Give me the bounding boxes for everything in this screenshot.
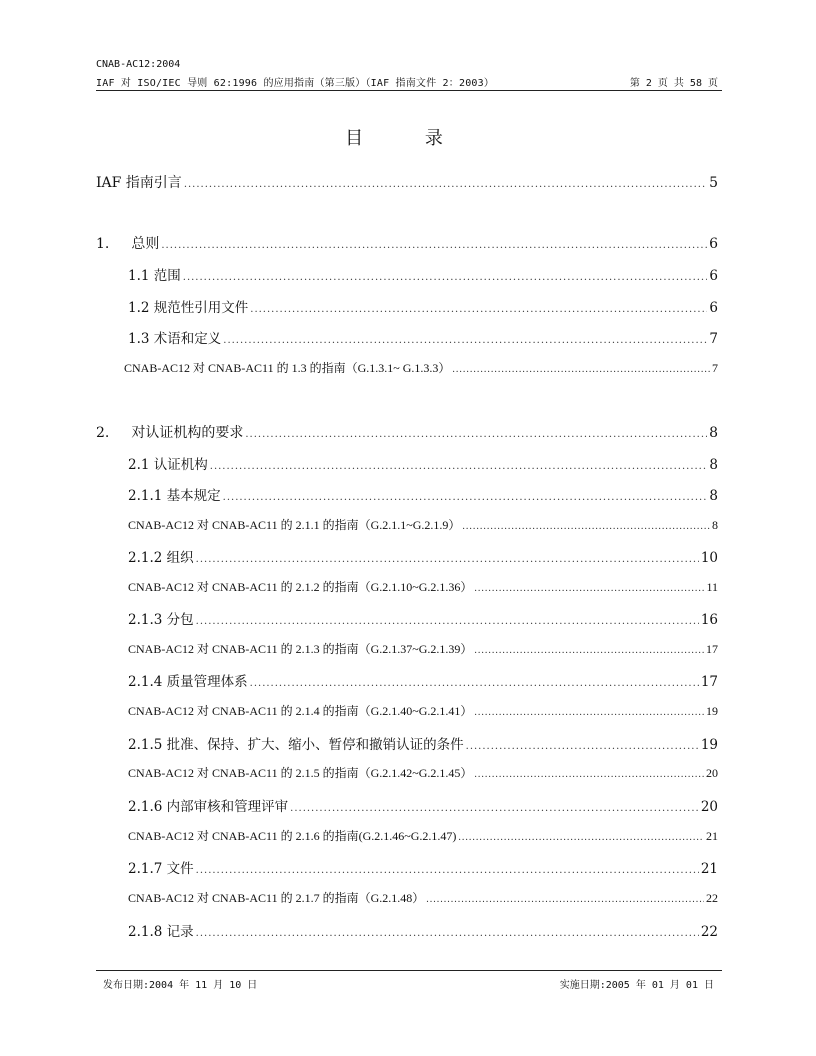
toc-entry[interactable] [128, 484, 718, 504]
toc-leader [196, 617, 699, 627]
toc-entry-page: 20 [700, 799, 718, 815]
toc-entry-label: 2.1.3 分包 [128, 612, 194, 628]
toc-entry-page: 21 [700, 861, 718, 877]
toc-entry-page: 8 [712, 518, 718, 532]
standard-code: CNAB-AC12:2004 [96, 59, 181, 70]
toc-leader [426, 895, 704, 905]
toc-entry-page: 6 [709, 300, 718, 316]
effective-date: 实施日期:2005 年 01 月 01 日 [559, 980, 714, 991]
toc-entry-label: CNAB-AC12 对 CNAB-AC11 的 2.1.5 的指南（G.2.1.42~G.2.1.45） [128, 766, 473, 780]
document-subtitle: IAF 对 ISO/IEC 导则 62:1996 的应用指南（第三版）（IAF 指南文件 2：2003） [96, 78, 495, 89]
toc-entry-label: 1.1 范围 [128, 268, 181, 284]
toc-entry-label: 1.2 规范性引用文件 [128, 300, 249, 316]
toc-leader [474, 646, 704, 656]
toc-leader [183, 273, 708, 283]
toc-entry-label: CNAB-AC12 对 CNAB-AC11 的 2.1.6 的指南(G.2.1.46~G.2.1.47) [128, 829, 457, 843]
toc-leader [245, 430, 707, 440]
toc-entry[interactable] [128, 702, 718, 719]
toc-entry-label: CNAB-AC12 对 CNAB-AC11 的 2.1.7 的指南（G.2.1.48） [128, 891, 425, 905]
toc-entry-label: 2.1 认证机构 [128, 457, 208, 473]
toc-entry[interactable] [128, 920, 718, 940]
toc-entry-page: 8 [709, 488, 718, 504]
toc-leader [474, 584, 704, 594]
toc-entry-page: 16 [700, 612, 718, 628]
toc-entry-label: CNAB-AC12 对 CNAB-AC11 的 2.1.1 的指南（G.2.1.1~G.2.1.9） [128, 518, 461, 532]
toc-entry-page: 7 [709, 331, 718, 347]
toc-entry[interactable] [96, 422, 718, 442]
toc-leader [474, 770, 704, 780]
footer-divider [96, 970, 722, 971]
toc-entry-label: 2.1.8 记录 [128, 924, 194, 940]
toc-entry-page: 5 [709, 175, 718, 191]
toc-entry-page: 20 [706, 766, 718, 780]
toc-entry[interactable] [128, 795, 718, 815]
toc-entry-label: 2.1.5 批准、保持、扩大、缩小、暂停和撤销认证的条件 [128, 737, 464, 753]
toc-leader [452, 365, 710, 375]
toc-leader [466, 742, 699, 752]
toc-entry-label: 2.1.1 基本规定 [128, 488, 221, 504]
toc-entry-page: 6 [709, 268, 718, 284]
toc-entry-label: 2.1.4 质量管理体系 [128, 674, 248, 690]
toc-entry-page: 7 [712, 361, 718, 375]
toc-leader [462, 522, 710, 532]
toc-entry-page: 10 [700, 550, 718, 566]
toc-leader [196, 555, 699, 565]
toc-entry[interactable] [128, 296, 718, 316]
toc-title: 目 录 [345, 128, 471, 149]
toc-entry-number: 2. [96, 425, 110, 441]
toc-entry[interactable] [128, 827, 718, 844]
toc-entry-label: CNAB-AC12 对 CNAB-AC11 的 2.1.2 的指南（G.2.1.10~G.2.1.36） [128, 580, 473, 594]
toc-entry[interactable] [124, 359, 718, 376]
header-divider [96, 90, 722, 91]
toc-entry[interactable] [128, 327, 718, 347]
toc-entry[interactable] [128, 889, 718, 906]
toc-entry-page: 22 [706, 891, 718, 905]
toc-leader [223, 493, 708, 503]
toc-entry-label: 总则 [131, 236, 160, 252]
toc-entry[interactable] [128, 578, 718, 595]
toc-entry-label: 2.1.7 文件 [128, 861, 194, 877]
toc-entry-label: CNAB-AC12 对 CNAB-AC11 的 1.3 的指南（G.1.3.1~ G.1.3.3） [124, 361, 451, 375]
toc-entry-page: 11 [706, 580, 718, 594]
toc-entry[interactable] [96, 233, 718, 253]
issue-date: 发布日期:2004 年 11 月 10 日 [103, 980, 258, 991]
toc-entry-label: 对认证机构的要求 [131, 425, 244, 441]
toc-entry-label: IAF 指南引言 [96, 175, 182, 191]
toc-entry-page: 22 [700, 924, 718, 940]
toc-entry[interactable] [128, 670, 718, 690]
toc-entry-page: 8 [709, 457, 718, 473]
toc-leader [184, 180, 707, 190]
toc-entry-page: 19 [700, 737, 718, 753]
toc-entry[interactable] [128, 764, 718, 781]
toc-leader [210, 462, 708, 472]
toc-entry[interactable] [128, 857, 718, 877]
toc-entry[interactable] [128, 453, 718, 473]
toc-entry-page: 6 [709, 236, 718, 252]
toc-entry-number: 1. [96, 236, 110, 252]
toc-leader [474, 708, 704, 718]
toc-entry[interactable] [128, 640, 718, 657]
toc-entry-page: 19 [706, 704, 718, 718]
toc-leader [250, 305, 707, 315]
toc-entry-page: 17 [706, 642, 718, 656]
toc-entry-label: CNAB-AC12 对 CNAB-AC11 的 2.1.3 的指南（G.2.1.37~G.2.1.39） [128, 642, 473, 656]
toc-entry-label: 1.3 术语和定义 [128, 331, 222, 347]
toc-leader [196, 929, 699, 939]
toc-entry-label: CNAB-AC12 对 CNAB-AC11 的 2.1.4 的指南（G.2.1.40~G.2.1.41） [128, 704, 473, 718]
toc-leader [196, 866, 699, 876]
toc-leader [223, 336, 707, 346]
toc-leader [161, 241, 707, 251]
toc-entry[interactable] [128, 733, 718, 753]
toc-entry-page: 17 [700, 674, 718, 690]
toc-leader [250, 679, 699, 689]
toc-entry[interactable] [128, 516, 718, 533]
toc-entry[interactable] [128, 264, 718, 284]
page-number: 第 2 页 共 58 页 [629, 78, 718, 89]
toc-entry-label: 2.1.6 内部审核和管理评审 [128, 799, 289, 815]
toc-entry[interactable] [128, 608, 718, 628]
toc-entry-page: 8 [709, 425, 718, 441]
toc-entry-page: 21 [706, 829, 718, 843]
toc-entry[interactable] [96, 172, 718, 192]
toc-entry[interactable] [128, 546, 718, 566]
toc-leader [458, 833, 704, 843]
toc-leader [290, 804, 699, 814]
toc-entry-label: 2.1.2 组织 [128, 550, 194, 566]
